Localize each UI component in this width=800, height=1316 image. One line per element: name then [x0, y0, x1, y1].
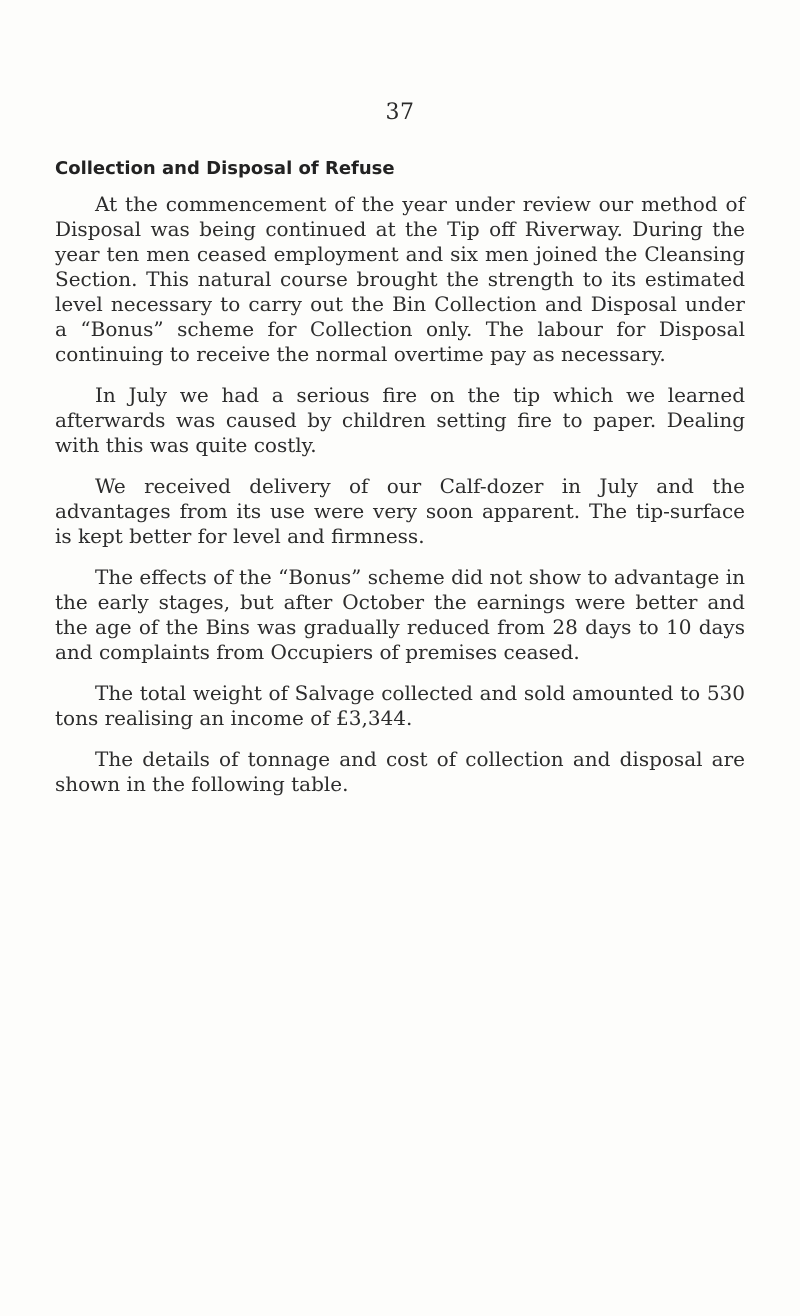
body-text [55, 192, 745, 813]
section-title: Collection and Disposal of Refuse [55, 158, 395, 179]
paragraph: The total weight of Salvage collected and sold amounted to 530 tons realising an income of £3,344. [55, 681, 745, 730]
paragraph: The details of tonnage and cost of collection and disposal are shown in the following table. [55, 747, 745, 796]
paragraph: In July we had a serious fire on the tip which we learned afterwards was caused by children setting fire to paper. Dealing with this was quite costly. [55, 383, 745, 457]
paragraph: At the commencement of the year under review our method of Disposal was being continued at the Tip off Riverway. During the year ten men ceased employment and six men joined the Cleansing Section. This natural course brought the strength to its estimated level necessary to carry out the Bin Collection and Disposal under a “Bonus” scheme for Collection only. The labour for Disposal continuing to receive the normal overtime pay as necessary. [55, 192, 745, 366]
page-number: 37 [385, 100, 415, 125]
paragraph: The effects of the “Bonus” scheme did not show to advantage in the early stages, but after October the earnings were better and the age of the Bins was gradually reduced from 28 days to 10 days and complaints from Occupiers of premises ceased. [55, 565, 745, 664]
paragraph: We received delivery of our Calf-dozer in July and the advantages from its use were very soon apparent. The tip-surface is kept better for level and firmness. [55, 474, 745, 548]
